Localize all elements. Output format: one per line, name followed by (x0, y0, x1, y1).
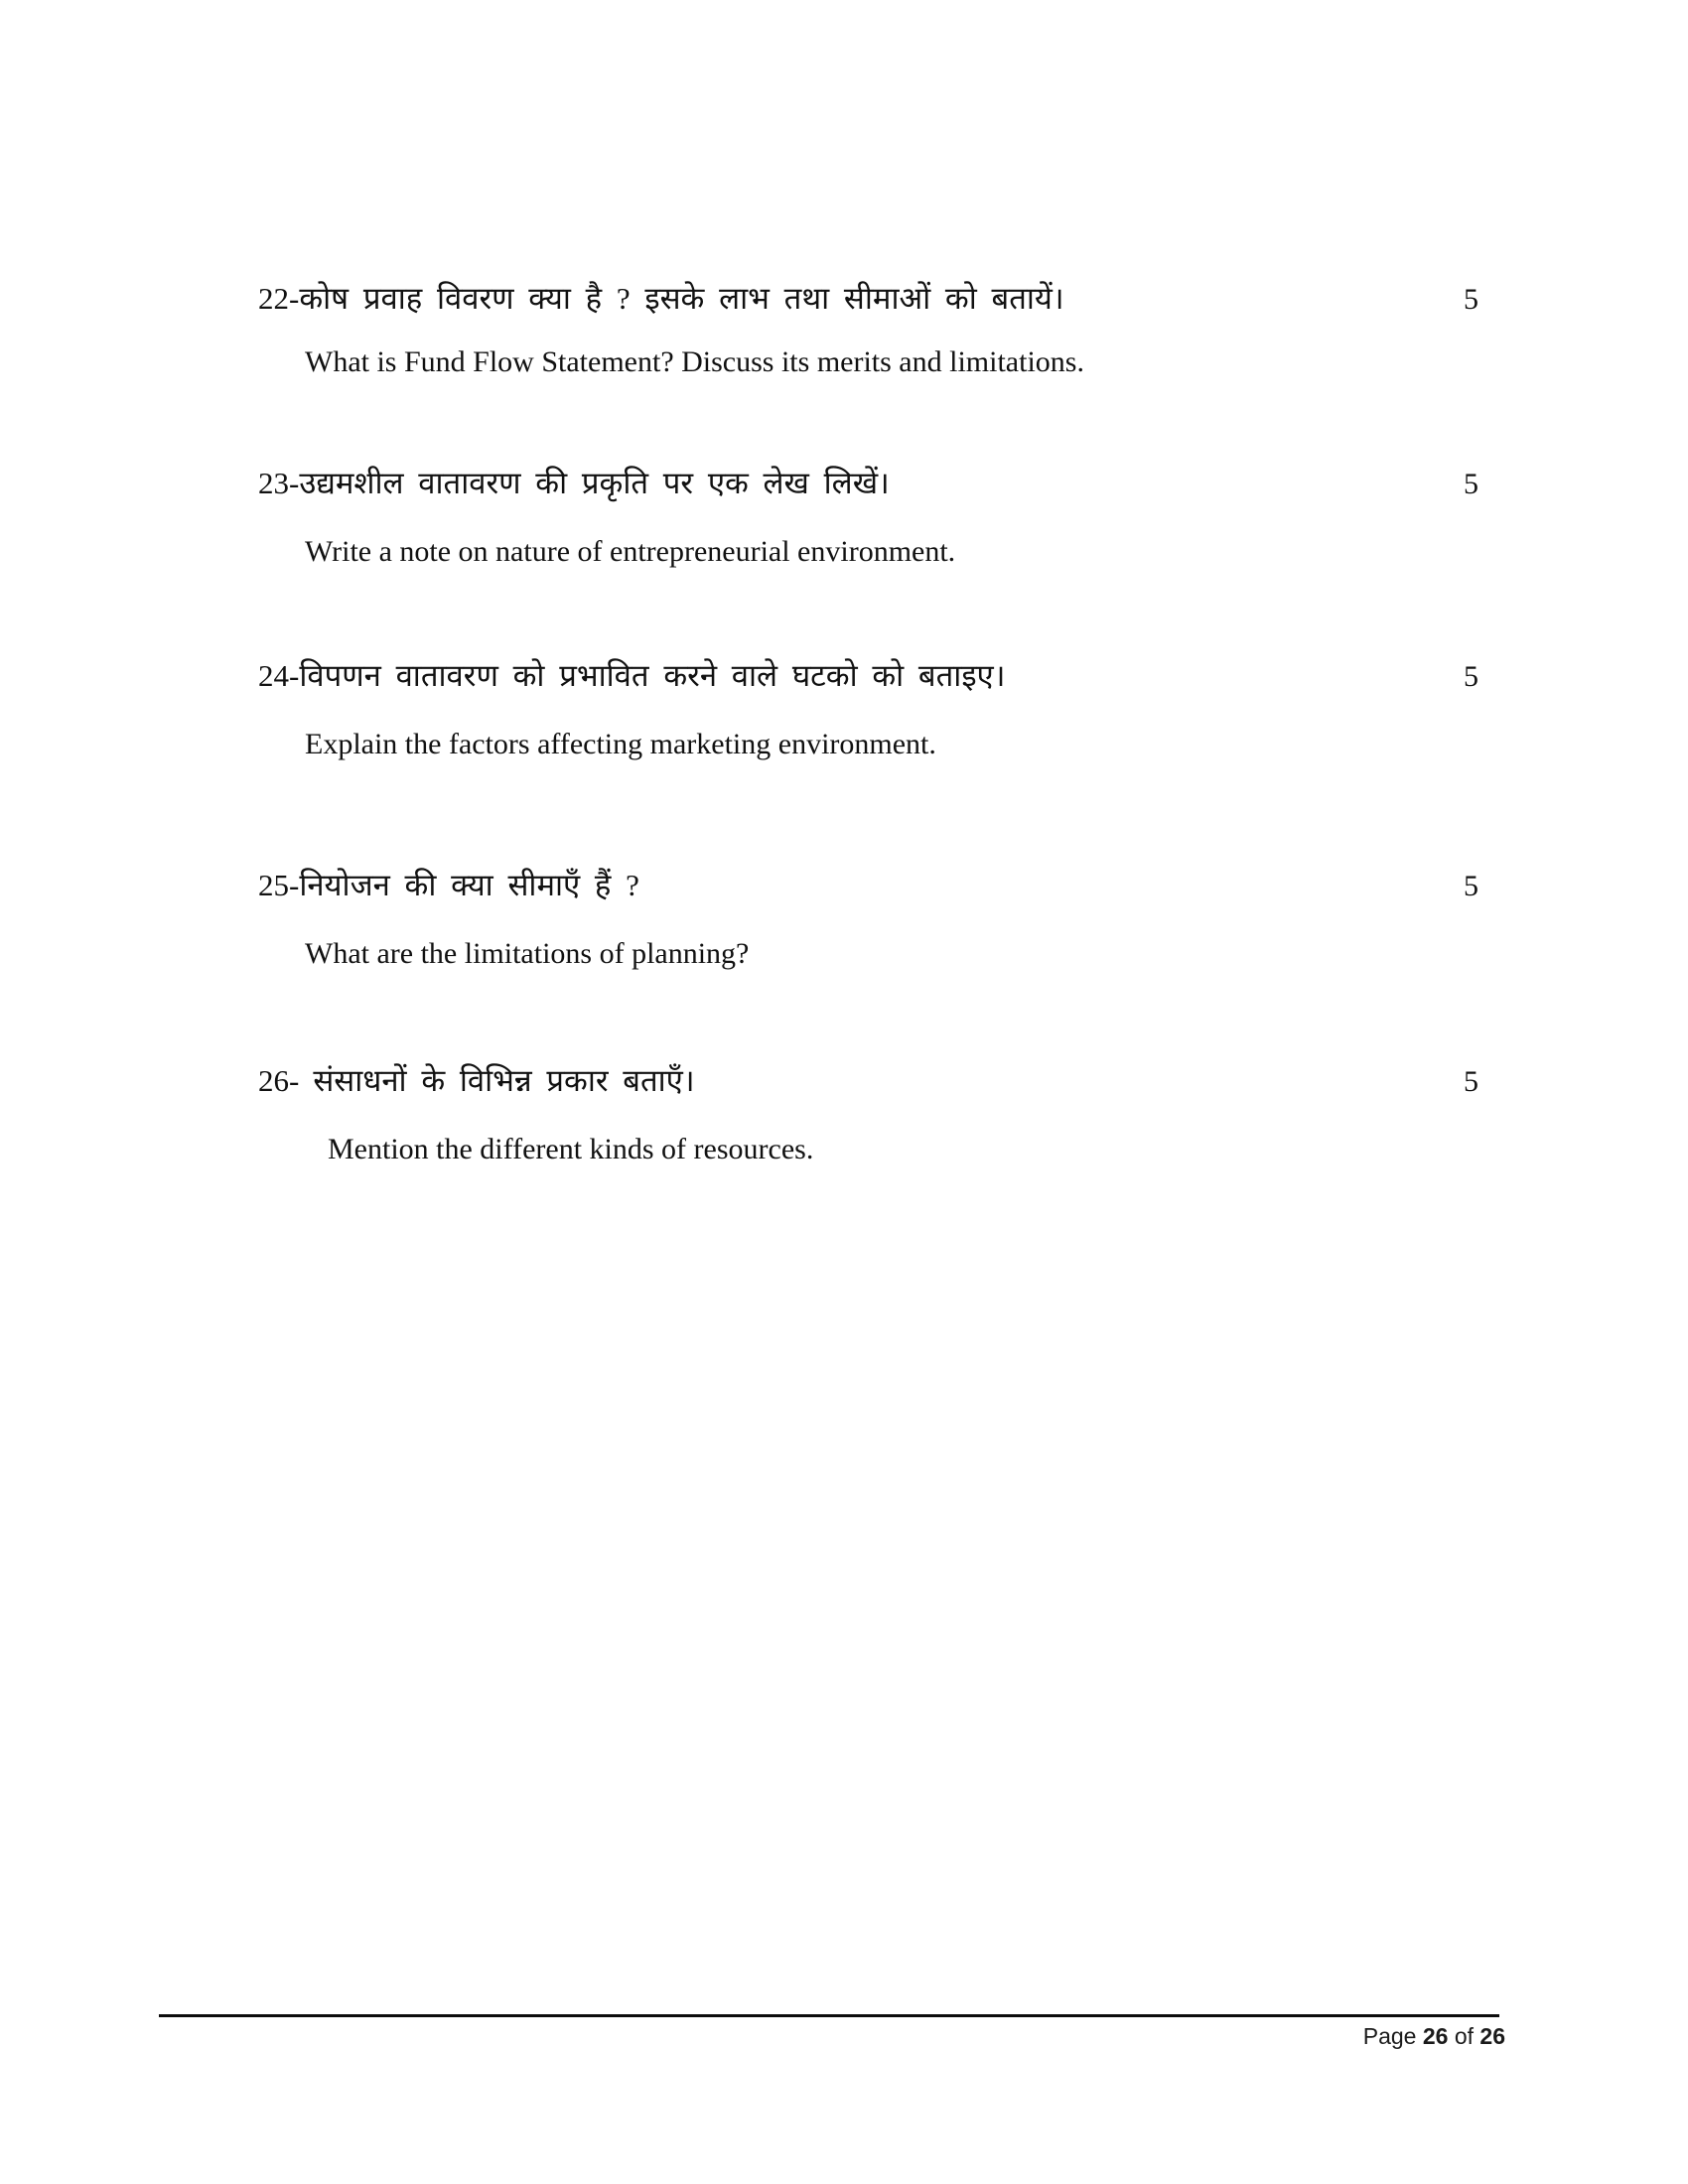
question-26-english-text: Mention the different kinds of resources. (328, 1133, 814, 1165)
question-22-marks: 5 (1464, 283, 1478, 316)
question-26-marks: 5 (1464, 1065, 1478, 1098)
footer-total-pages: 26 (1479, 2023, 1505, 2049)
question-24-english-text: Explain the factors affecting marketing environment. (305, 728, 936, 760)
page-number-footer (159, 2023, 1505, 2050)
question-23-marks: 5 (1464, 468, 1478, 500)
footer-page-label: Page (1362, 2023, 1423, 2049)
question-25-hindi-line (258, 866, 639, 905)
question-26-hindi-text: संसाधनों के विभिन्न प्रकार बताएँ। (313, 1063, 695, 1098)
question-25-english-text: What are the limitations of planning? (305, 937, 750, 970)
footer-divider-line (159, 2014, 1499, 2017)
footer-current-page: 26 (1422, 2023, 1449, 2049)
question-24-number: 24- (258, 658, 300, 693)
question-24-marks: 5 (1464, 660, 1478, 693)
question-23-number: 23- (258, 466, 300, 500)
footer-of-label: of (1448, 2023, 1480, 2049)
question-25-hindi-text: नियोजन की क्या सीमाएँ हैं ? (299, 868, 639, 902)
question-22-hindi-text: कोष प्रवाह विवरण क्या है ? इसके लाभ तथा सीमाओं को बतायें। (299, 281, 1064, 316)
question-24-hindi-line (258, 656, 1005, 696)
question-22-english-text: What is Fund Flow Statement? Discuss its merits and limitations. (305, 345, 1084, 378)
question-25-number: 25- (258, 868, 300, 902)
question-23-hindi-text: उद्यमशील वातावरण की प्रकृति पर एक लेख लिखें। (299, 466, 890, 500)
question-25-marks: 5 (1464, 870, 1478, 902)
question-23-english-text: Write a note on nature of entrepreneurial environment. (305, 535, 956, 568)
question-22-hindi-line (258, 279, 1064, 319)
question-24-hindi-text: विपणन वातावरण को प्रभावित करने वाले घटको को बताइए। (299, 658, 1006, 693)
question-26-number: 26- (258, 1063, 300, 1098)
question-23-hindi-line (258, 464, 890, 503)
question-22-number: 22- (258, 281, 300, 316)
question-26-hindi-line (258, 1061, 695, 1101)
